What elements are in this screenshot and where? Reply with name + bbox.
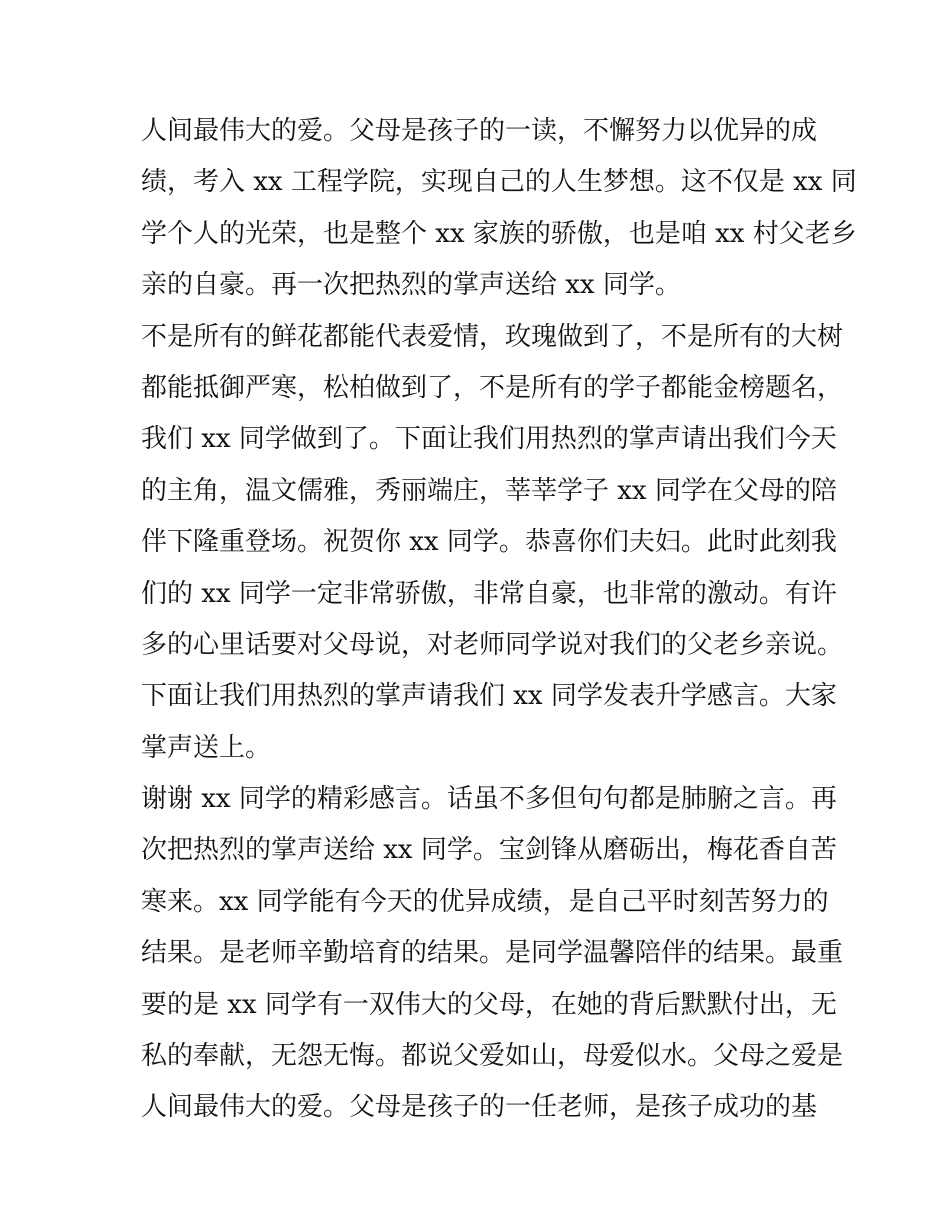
text-line: 私的奉献，无怨无悔。都说父爱如山，母爱似水。父母之爱是 bbox=[141, 1041, 844, 1072]
text-line: 亲的自豪。再一次把热烈的掌声送给 xx 同学。 bbox=[141, 270, 681, 301]
text-line: 谢谢 xx 同学的精彩感言。话虽不多但句句都是肺腑之言。再 bbox=[141, 784, 837, 815]
body-text bbox=[141, 106, 857, 1134]
text-line: 学个人的光荣，也是整个 xx 家族的骄傲，也是咱 xx 村父老乡 bbox=[141, 218, 857, 249]
text-line: 次把热烈的掌声送给 xx 同学。宝剑锋从磨砺出，梅花香自苦 bbox=[141, 835, 837, 866]
text-line: 人间最伟大的爱。父母是孩子的一读，不懈努力以优异的成 bbox=[141, 116, 818, 146]
text-line: 人间最伟大的爱。父母是孩子的一任老师，是孩子成功的基 bbox=[141, 1092, 818, 1123]
text-line: 我们 xx 同学做到了。下面让我们用热烈的掌声请出我们今天 bbox=[141, 424, 837, 455]
text-line: 都能抵御严寒，松柏做到了，不是所有的学子都能金榜题名， bbox=[141, 372, 844, 403]
text-line: 下面让我们用热烈的掌声请我们 xx 同学发表升学感言。大家 bbox=[141, 681, 837, 712]
text-line: 掌声送上。 bbox=[141, 732, 272, 763]
text-line: 的主角，温文儒雅，秀丽端庄，莘莘学子 xx 同学在父母的陪 bbox=[141, 475, 837, 506]
text-line: 寒来。xx 同学能有今天的优异成绩，是自己平时刻苦努力的 bbox=[141, 886, 829, 917]
text-line: 要的是 xx 同学有一双伟大的父母，在她的背后默默付出，无 bbox=[141, 989, 837, 1020]
text-line: 不是所有的鲜花都能代表爱情，玫瑰做到了，不是所有的大树 bbox=[141, 321, 844, 352]
text-line: 结果。是老师辛勤培育的结果。是同学温馨陪伴的结果。最重 bbox=[141, 938, 844, 969]
text-line: 绩，考入 xx 工程学院，实现自己的人生梦想。这不仅是 xx 同 bbox=[141, 167, 857, 198]
text-line: 多的心里话要对父母说，对老师同学说对我们的父老乡亲说。 bbox=[141, 629, 844, 660]
text-line: 伴下隆重登场。祝贺你 xx 同学。恭喜你们夫妇。此时此刻我 bbox=[141, 527, 837, 558]
text-line: 们的 xx 同学一定非常骄傲，非常自豪，也非常的激动。有许 bbox=[141, 578, 837, 609]
